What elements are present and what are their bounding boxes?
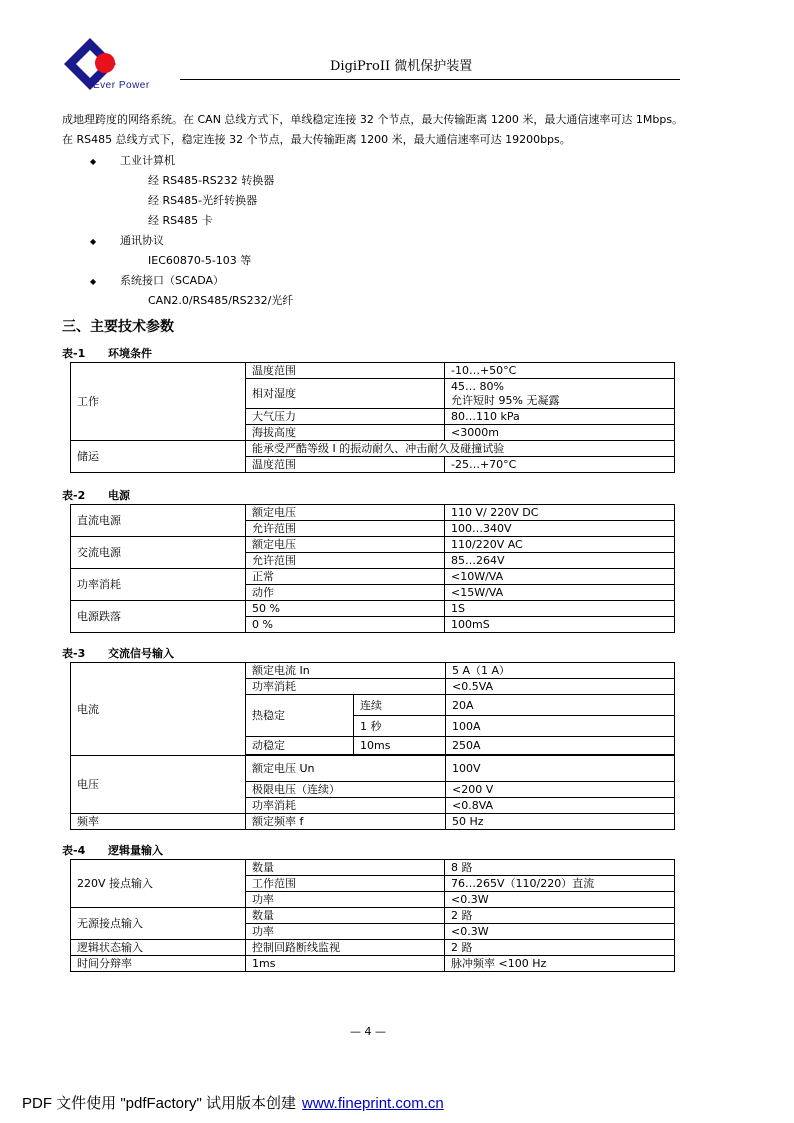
table-cell: 8 路: [445, 860, 675, 876]
table-cell: -10…+50°C: [445, 363, 675, 379]
table-cell: 45… 80%: [445, 379, 675, 394]
table-cell: 功率消耗: [246, 679, 446, 695]
table-cell: 1ms: [246, 956, 445, 972]
table-2-caption: [62, 487, 130, 503]
bullet-sub-item: 经 RS485-RS232 转换器: [148, 174, 275, 187]
table-cell: 额定电流 In: [246, 663, 446, 679]
bullet-label: 系统接口（SCADA）: [120, 274, 224, 287]
bullet-icon: ◆: [90, 157, 97, 166]
table-cell: 工作范围: [246, 876, 445, 892]
logic-input-table: [70, 859, 675, 972]
table-cell: 100A: [446, 716, 675, 737]
bullet-label: 通讯协议: [120, 234, 164, 247]
table-cell: 大气压力: [246, 409, 445, 425]
header-rule: [180, 79, 680, 80]
table-cell: 温度范围: [246, 457, 445, 473]
table-cell: 250A: [446, 737, 675, 755]
table-cell: 76…265V（110/220）直流: [445, 876, 675, 892]
table-cell: 100mS: [445, 617, 675, 633]
logo-text: Ever Power: [93, 80, 150, 91]
bullet-label: 工业计算机: [120, 154, 175, 167]
table-number: 表-1: [62, 347, 86, 360]
table-cell: 极限电压（连续）: [246, 782, 446, 798]
section-heading: 三、主要技术参数: [62, 319, 174, 335]
table-cell: 能承受严酷等级 I 的振动耐久、冲击耐久及碰撞试验: [246, 441, 675, 457]
table-cell: 动作: [246, 585, 445, 601]
table-cell: 控制回路断线监视: [246, 940, 445, 956]
table-cell: 相对湿度: [246, 379, 445, 409]
table-cell: <0.5VA: [446, 679, 675, 695]
table-cell: 50 %: [246, 601, 445, 617]
table-cell: 脉冲频率 <100 Hz: [445, 956, 675, 972]
table-cell: 0 %: [246, 617, 445, 633]
table-cell: 100…340V: [445, 521, 675, 537]
table-cell: 20A: [446, 695, 675, 716]
table-cell: 2 路: [445, 908, 675, 924]
table-cell: 额定电压: [246, 537, 445, 553]
table-cell: 储运: [71, 441, 246, 473]
table-cell: <0.3W: [445, 924, 675, 940]
environment-table: [70, 362, 675, 473]
table-cell: 时间分辩率: [71, 956, 246, 972]
table-cell: -25…+70°C: [445, 457, 675, 473]
table-cell: 允许范围: [246, 553, 445, 569]
table-cell: 功率消耗: [71, 569, 246, 601]
table-cell: 正常: [246, 569, 445, 585]
table-cell: 热稳定: [246, 695, 354, 737]
table-number: 表-3: [62, 647, 86, 660]
document-title: DigiProII 微机保护装置: [330, 59, 473, 74]
bullet-protocol: [90, 232, 164, 248]
table-cell: 2 路: [445, 940, 675, 956]
table-cell: 无源接点输入: [71, 908, 246, 940]
table-cell: 80…110 kPa: [445, 409, 675, 425]
footer-link[interactable]: www.fineprint.com.cn: [302, 1095, 444, 1112]
table-cell: 连续: [354, 695, 446, 716]
table-number: 表-4: [62, 844, 86, 857]
intro-line-1: 成地理跨度的网络系统。在 CAN 总线方式下，单线稳定连接 32 个节点，最大传输距离 1200 米，最大通信速率可达 1Mbps。: [62, 113, 684, 126]
table-cell: 功率: [246, 924, 445, 940]
table-cell: <0.3W: [445, 892, 675, 908]
table-cell: 允许短时 95% 无凝露: [445, 394, 675, 409]
table-cell: <15W/VA: [445, 585, 675, 601]
page-number: — 4 —: [350, 1025, 386, 1038]
bullet-sub-item: IEC60870-5-103 等: [148, 254, 252, 267]
table-cell: <10W/VA: [445, 569, 675, 585]
table-cell: 逻辑状态输入: [71, 940, 246, 956]
table-cell: 电压: [71, 756, 246, 814]
table-3-caption: [62, 645, 174, 661]
power-table: [70, 504, 675, 633]
table-1-caption: [62, 345, 152, 361]
table-cell: 直流电源: [71, 505, 246, 537]
table-cell: 功率消耗: [246, 798, 446, 814]
footer-text: PDF 文件使用 "pdfFactory" 试用版本创建: [22, 1095, 297, 1112]
table-cell: 电流: [71, 663, 246, 756]
table-title: 逻辑量输入: [108, 844, 163, 857]
table-cell: 额定电压: [246, 505, 445, 521]
table-cell: <200 V: [446, 782, 675, 798]
table-cell: <0.8VA: [446, 798, 675, 814]
table-cell: 额定频率 f: [246, 814, 446, 830]
table-cell: 220V 接点输入: [71, 860, 246, 908]
bullet-sub-item: 经 RS485 卡: [148, 214, 213, 227]
bullet-icon: ◆: [90, 237, 97, 246]
footer: [22, 1092, 444, 1113]
table-cell: 温度范围: [246, 363, 445, 379]
table-cell: 额定电压 Un: [246, 756, 446, 782]
table-cell: 工作: [71, 363, 246, 441]
table-cell: 频率: [71, 814, 246, 830]
bullet-industrial-pc: [90, 152, 175, 168]
bullet-sub-item: CAN2.0/RS485/RS232/光纤: [148, 294, 294, 307]
table-cell: 电源跌落: [71, 601, 246, 633]
intro-line-2: 在 RS485 总线方式下，稳定连接 32 个节点，最大传输距离 1200 米，最大通信速率可达 19200bps。: [62, 133, 571, 146]
table-cell: 功率: [246, 892, 445, 908]
bullet-icon: ◆: [90, 277, 97, 286]
table-cell: 交流电源: [71, 537, 246, 569]
ac-signal-table: [70, 662, 675, 830]
table-cell: 海拔高度: [246, 425, 445, 441]
table-title: 环境条件: [108, 347, 152, 360]
table-cell: 110/220V AC: [445, 537, 675, 553]
table-number: 表-2: [62, 489, 86, 502]
bullet-scada: [90, 272, 224, 288]
table-cell: 1S: [445, 601, 675, 617]
table-cell: 110 V/ 220V DC: [445, 505, 675, 521]
table-title: 交流信号输入: [108, 647, 174, 660]
table-cell: 5 A（1 A）: [446, 663, 675, 679]
table-cell: 50 Hz: [446, 814, 675, 830]
bullet-sub-item: 经 RS485-光纤转换器: [148, 194, 258, 207]
table-title: 电源: [108, 489, 130, 502]
table-cell: 动稳定: [246, 737, 354, 755]
table-cell: 10ms: [354, 737, 446, 755]
table-cell: 85…264V: [445, 553, 675, 569]
table-cell: 100V: [446, 756, 675, 782]
table-4-caption: [62, 842, 163, 858]
table-cell: <3000m: [445, 425, 675, 441]
table-cell: 数量: [246, 908, 445, 924]
table-cell: 数量: [246, 860, 445, 876]
table-cell: 1 秒: [354, 716, 446, 737]
table-cell: 允许范围: [246, 521, 445, 537]
